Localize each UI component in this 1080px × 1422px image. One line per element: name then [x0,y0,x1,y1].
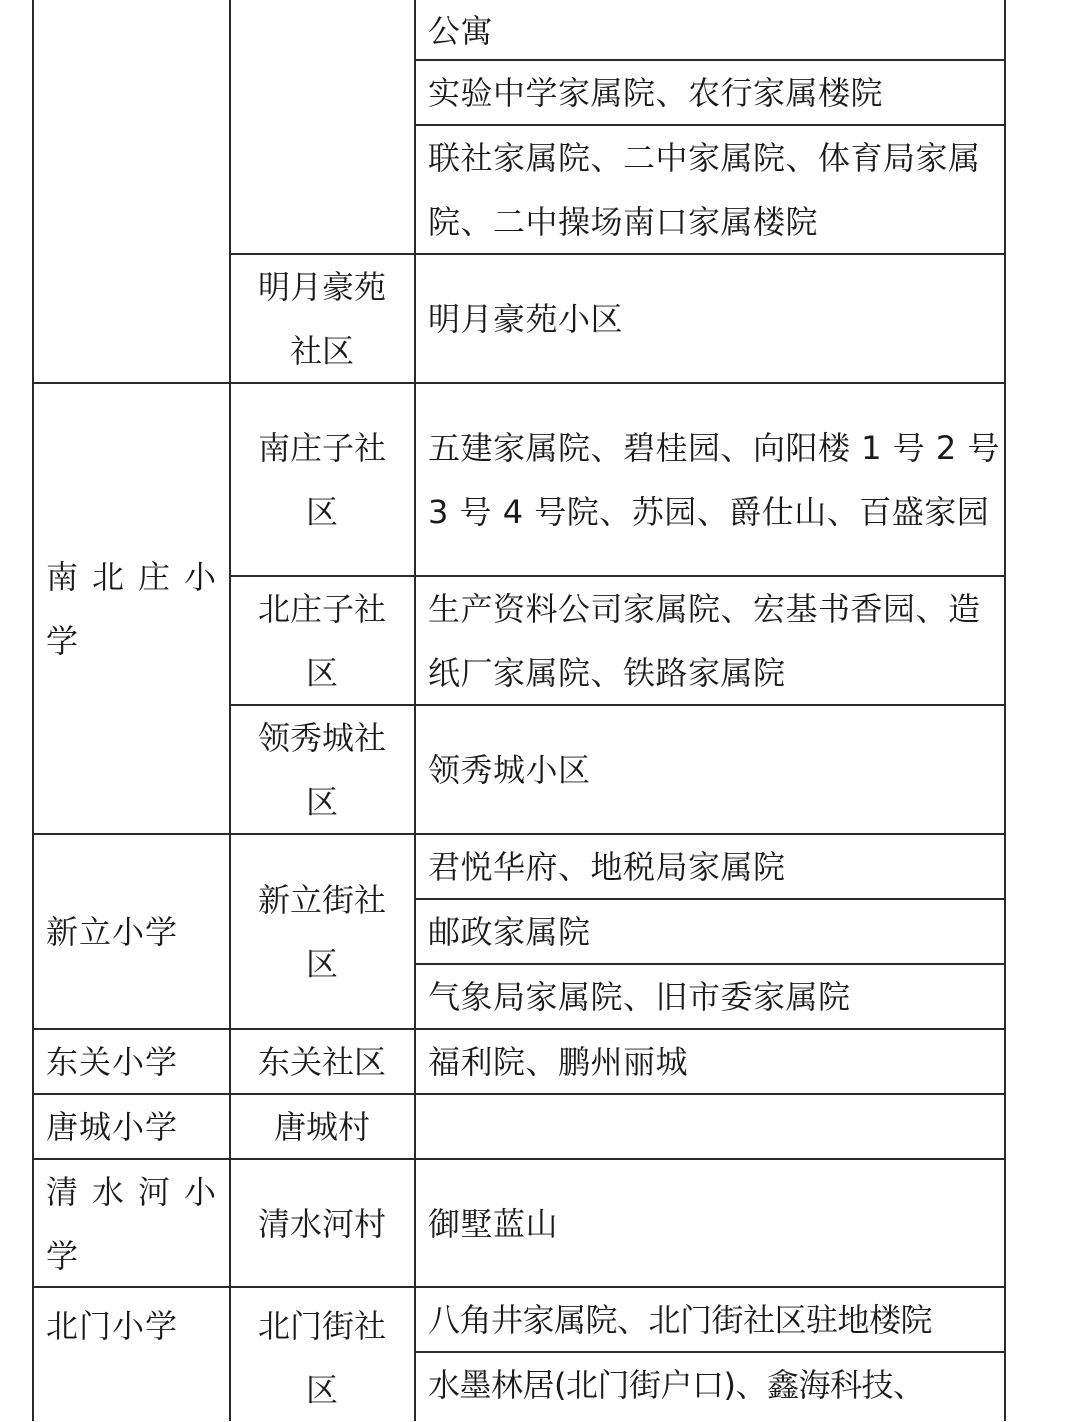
community-cell [230,255,414,383]
area-text: 领秀城小区 [428,751,591,789]
area-cell [416,577,1006,705]
area-cell [416,965,1006,1029]
area-text: 公寓 [428,12,494,50]
school-cell [34,835,230,1029]
community-cell [230,1294,414,1421]
area-text: 八角井家属院、北门街社区驻地楼院 [428,1301,933,1339]
area-cell [416,126,1006,254]
area-cell [416,1030,1006,1094]
area-cell [416,384,1006,576]
area-text: 明月豪苑小区 [428,300,624,338]
area-cell [416,1160,1006,1287]
community-name: 唐城村 [273,1108,370,1146]
area-cell [416,1353,1006,1417]
school-cell [34,1160,230,1287]
community-cell [230,1030,414,1094]
community-name: 新立街社区 [257,881,386,983]
area-cell [416,706,1006,834]
school-cell [34,1030,230,1094]
area-cell [416,2,1006,60]
school-name: 东关小学 [46,1043,179,1081]
community-name: 北庄子社区 [257,590,386,692]
area-text: 邮政家属院 [428,913,591,951]
area-text: 气象局家属院、旧市委家属院 [428,978,851,1016]
school-name: 唐城小学 [46,1108,179,1146]
community-cell [230,835,414,1029]
area-text: 生产资料公司家属院、宏基书香园、造纸厂家属院、铁路家属院 [428,590,981,692]
school-name: 新立小学 [46,913,179,951]
area-text: 福利院、鹏州丽城 [428,1043,689,1081]
community-name: 领秀城社区 [257,719,386,821]
school-cell [34,1095,230,1159]
area-text: 五建家属院、碧桂园、向阳楼 1 号 2 号 3 号 4 号院、苏园、爵仕山、百盛家园 [428,429,1000,531]
school-name: 南北庄小学 [46,558,231,660]
community-name: 清水河村 [257,1204,386,1243]
community-cell [230,384,414,576]
school-name: 清水河小学 [46,1172,231,1275]
area-cell [416,255,1006,383]
area-text: 君悦华府、地税局家属院 [428,848,786,886]
school-name: 北门小学 [46,1307,179,1345]
community-cell [230,706,414,834]
school-cell [34,384,230,834]
area-text: 水墨林居(北门街户口)、鑫海科技、 [428,1366,925,1404]
area-cell [416,835,1006,899]
area-cell [416,900,1006,964]
area-text: 实验中学家属院、农行家属楼院 [428,74,884,112]
area-cell [416,1288,1006,1352]
community-cell [230,1095,414,1159]
area-text: 御墅蓝山 [428,1204,559,1243]
community-name: 明月豪苑社区 [257,268,386,370]
community-cell [230,577,414,705]
community-name: 东关社区 [257,1043,386,1081]
area-cell [416,61,1006,125]
community-name: 北门街社区 [257,1307,386,1409]
community-cell [230,1160,414,1287]
community-name: 南庄子社区 [257,429,386,531]
area-cell [416,1095,1006,1159]
area-text: 联社家属院、二中家属院、体育局家属院、二中操场南口家属楼院 [428,139,981,241]
school-cell [34,1294,230,1358]
